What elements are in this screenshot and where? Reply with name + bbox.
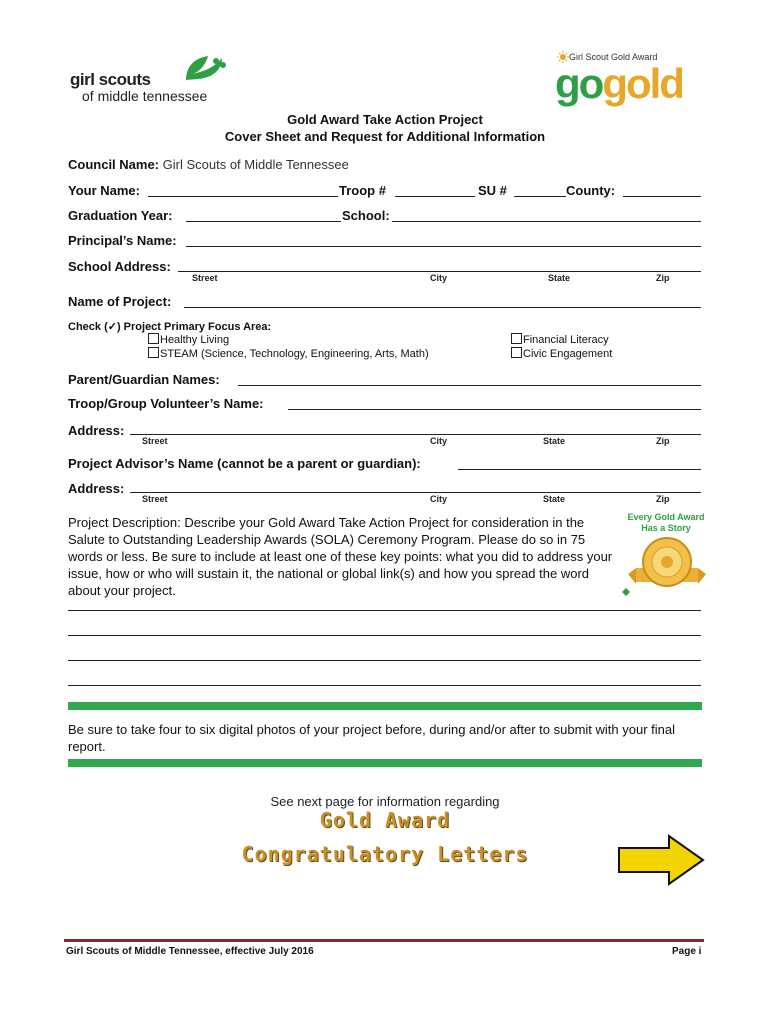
badge-text [614, 512, 718, 534]
description-line-4[interactable] [68, 685, 701, 686]
gogold-go: go [555, 60, 603, 107]
description-line-2[interactable] [68, 635, 701, 636]
advisor-name-label: Project Advisor’s Name (cannot be a parent or guardian): [68, 456, 421, 471]
focus-option-civic-engagement[interactable] [511, 347, 612, 360]
advisor-address-label: Address: [68, 481, 125, 496]
parent-names-field[interactable] [238, 385, 701, 386]
council-row [68, 157, 349, 172]
council-value: Girl Scouts of Middle Tennessee [162, 157, 349, 172]
volunteer-name-field[interactable] [288, 409, 701, 410]
girl-scouts-logo [70, 52, 230, 106]
state-caption: State [543, 494, 566, 504]
advisor-address-field[interactable] [130, 492, 701, 493]
city-caption: City [430, 273, 448, 283]
su-label: SU # [478, 183, 507, 198]
city-caption: City [430, 436, 448, 446]
form-subtitle: Cover Sheet and Request for Additional Information [224, 129, 546, 144]
street-caption: Street [142, 436, 168, 446]
project-name-label: Name of Project: [68, 294, 172, 309]
focus-option-label: Civic Engagement [523, 348, 613, 360]
trefoil-icon [156, 52, 236, 82]
focus-heading: Check (✓) Project Primary Focus Area: [68, 321, 272, 333]
graduation-year-label: Graduation Year: [68, 208, 173, 223]
footer-page-number: Page i [672, 946, 702, 957]
state-caption: State [548, 273, 571, 283]
checkbox[interactable] [148, 333, 159, 344]
state-caption: State [543, 436, 566, 446]
focus-option-steam[interactable] [148, 347, 429, 360]
gs-logo-line1: girl scouts [70, 70, 151, 89]
gold-award-pin-icon [622, 534, 712, 598]
form-title: Gold Award Take Action Project [287, 112, 483, 127]
gold-award-story-badge [614, 512, 718, 598]
zip-caption: Zip [656, 273, 670, 283]
gold-award-heading: Gold Award [319, 808, 451, 832]
principal-field[interactable] [186, 246, 701, 247]
badge-line2: Has a Story [641, 523, 691, 533]
volunteer-name-label: Troop/Group Volunteer’s Name: [68, 396, 264, 411]
gogold-gold: gold [602, 60, 683, 107]
focus-option-healthy-living[interactable] [148, 333, 229, 346]
volunteer-address-label: Address: [68, 423, 125, 438]
project-name-field[interactable] [184, 307, 701, 308]
street-caption: Street [142, 494, 168, 504]
volunteer-address-field[interactable] [130, 434, 701, 435]
city-caption: City [430, 494, 448, 504]
your-name-label: Your Name: [68, 183, 140, 198]
checkbox[interactable] [511, 333, 522, 344]
your-name-field[interactable] [148, 196, 338, 197]
school-label: School: [342, 208, 390, 223]
gogold-logo [555, 50, 705, 106]
school-field[interactable] [392, 221, 701, 222]
graduation-year-field[interactable] [186, 221, 341, 222]
county-label: County: [566, 183, 616, 198]
troop-label: Troop # [339, 183, 386, 198]
focus-option-label: STEAM (Science, Technology, Engineering, Arts, Math) [160, 348, 429, 360]
zip-caption: Zip [656, 494, 670, 504]
gogold-wordmark [555, 62, 683, 106]
project-description-instructions: Project Description: Describe your Gold Award Take Action Project for consideration in the Salute to Outstanding Leadership Awards (SOLA) Ceremony Program. Please do so in 75 words or less. Be sure to include at least one of these key points: what you did to address your issue, how or who will sustain it, the national or global link(s) and how you spread the word about your project. [68, 515, 613, 598]
council-label: Council Name: [68, 157, 160, 172]
badge-line1: Every Gold Award [627, 512, 705, 522]
footer-organization: Girl Scouts of Middle Tennessee, effective July 2016 [66, 946, 314, 957]
checkbox[interactable] [511, 347, 522, 358]
street-caption: Street [192, 273, 218, 283]
school-address-label: School Address: [68, 259, 171, 274]
county-field[interactable] [623, 196, 701, 197]
troop-field[interactable] [395, 196, 475, 197]
congratulatory-letters-heading: Congratulatory Letters [241, 842, 529, 866]
su-field[interactable] [514, 196, 566, 197]
see-next-page-text: See next page for information regarding [270, 794, 500, 809]
description-line-3[interactable] [68, 660, 701, 661]
arrow-right-icon[interactable] [617, 834, 705, 886]
gs-logo-line2: of middle tennessee [82, 88, 208, 104]
checkbox[interactable] [148, 347, 159, 358]
advisor-name-field[interactable] [458, 469, 701, 470]
focus-option-label: Healthy Living [160, 334, 230, 346]
focus-option-label: Financial Literacy [523, 334, 609, 346]
divider-top [68, 702, 702, 710]
school-address-field[interactable] [178, 271, 701, 272]
zip-caption: Zip [656, 436, 670, 446]
footer-rule [64, 939, 704, 942]
focus-option-financial-literacy[interactable] [511, 333, 609, 346]
parent-names-label: Parent/Guardian Names: [68, 372, 220, 387]
description-line-1[interactable] [68, 610, 701, 611]
principal-label: Principal’s Name: [68, 233, 177, 248]
gogold-tagline: Girl Scout Gold Award [569, 52, 658, 62]
divider-bottom [68, 759, 702, 767]
photos-note: Be sure to take four to six digital photos of your project before, during and/or after to submit with your final report. [68, 722, 675, 754]
